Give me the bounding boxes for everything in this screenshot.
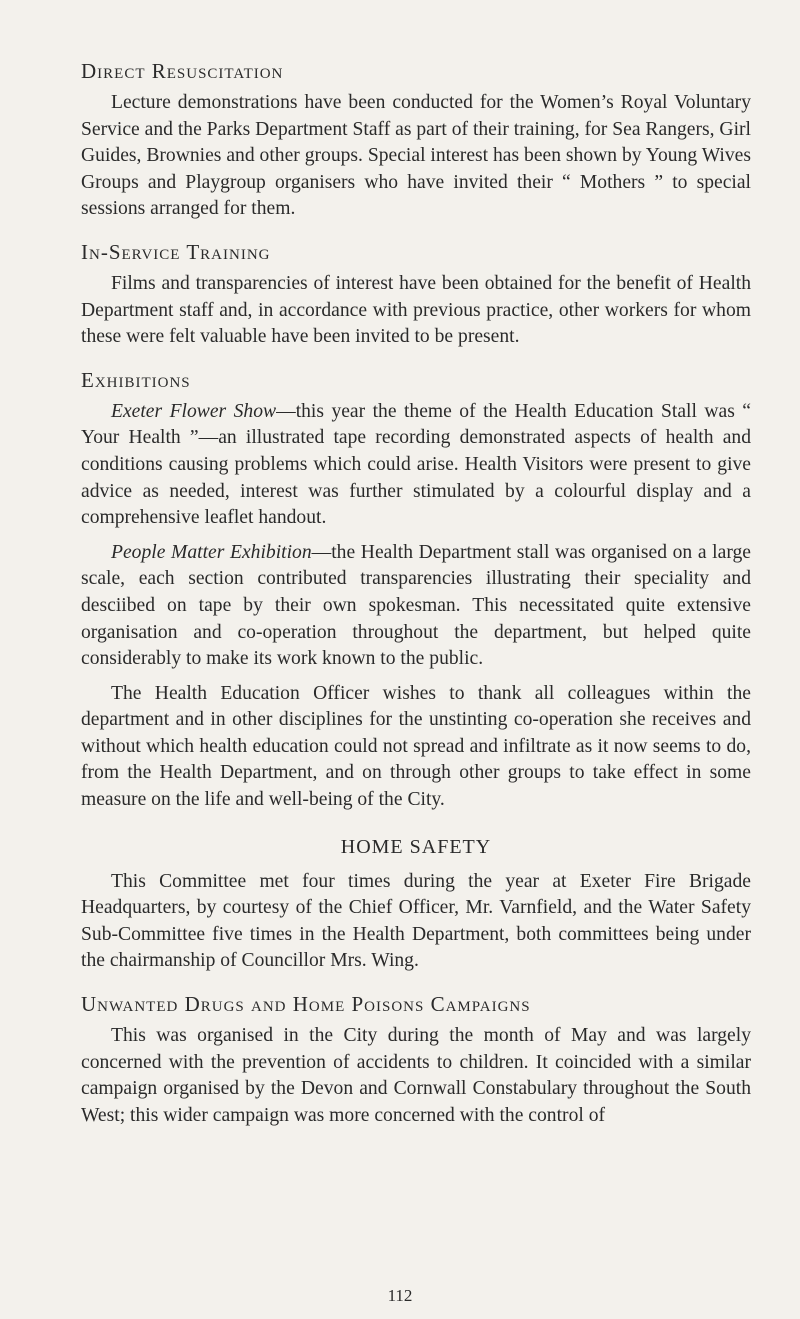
text-exeter-flower-show: —this year the theme of the Health Education Stall was “ Your Health ”—an illustrated tape recording demonstrated aspects of health and conditions causing problems which could arise. Health Visitors were present to give advice as needed, interest was further stimulated by a colourful display and a comprehensive leaflet handout. [81,400,752,529]
heading-unwanted-drugs: Unwanted Drugs and Home Poisons Campaigns [81,992,531,1017]
heading-home-safety: HOME SAFETY [340,835,492,858]
title-people-matter: People Matter Exhibition [111,541,312,563]
paragraph-home-safety: This Committee met four times during the year at Exeter Fire Brigade Headquarters, by courtesy of the Chief Officer, Mr. Varnfield, and the Water Safety Sub-Committee five times in the Health Department, both committees being under the chairmanship of Councillor Mrs. Wing. [81,870,751,972]
document-page [81,58,751,1129]
paragraph-unwanted-drugs: This was organised in the City during the month of May and was largely concerned with the prevention of accidents to children. It coincided with a similar campaign organised by the Devon and Cornwall Constabulary throughout the South West; this wider campaign was more concerned with the control of [81,1025,751,1126]
heading-in-service-training: In-Service Training [81,239,271,264]
paragraph-in-service-training: Films and transparencies of interest have been obtained for the benefit of Health Department staff and, in accordance with previous practice, other workers for whom these were felt valuable have been invited to be present. [81,272,751,348]
paragraph-direct-resuscitation: Lecture demonstrations have been conducted for the Women’s Royal Voluntary Service and the Parks Department Staff as part of their training, for Sea Rangers, Girl Guides, Brownies and other groups. Special interest has been shown by Young Wives Groups and Playgroup organisers who have invited their “ Mothers ” to special sessions arranged for them. [81,92,751,220]
paragraph-people-matter [81,540,751,673]
paragraph-exeter-flower-show [81,399,751,532]
heading-exhibitions: Exhibitions [81,367,191,392]
paragraph-thanks: The Health Education Officer wishes to thank all colleagues within the department and in other disciplines for the unstinting co-operation she receives and without which health education could not spread and infiltrate as it now seems to do, from the Health Department, and on through other groups to take effect in some measure on the life and well-being of the City. [81,682,751,811]
page-number: 112 [387,1286,413,1305]
title-exeter-flower-show: Exeter Flower Show [111,400,277,422]
heading-direct-resuscitation: Direct Resuscitation [81,59,284,83]
text-people-matter: —the Health Department stall was organised on a large scale, each section contributed transparencies illustrating their speciality and desciibed on tape by their own spokesman. This necessitated quite extensive organisation and co-operation throughout the department, but helped quite considerably to make its work known to the public. [81,541,751,670]
